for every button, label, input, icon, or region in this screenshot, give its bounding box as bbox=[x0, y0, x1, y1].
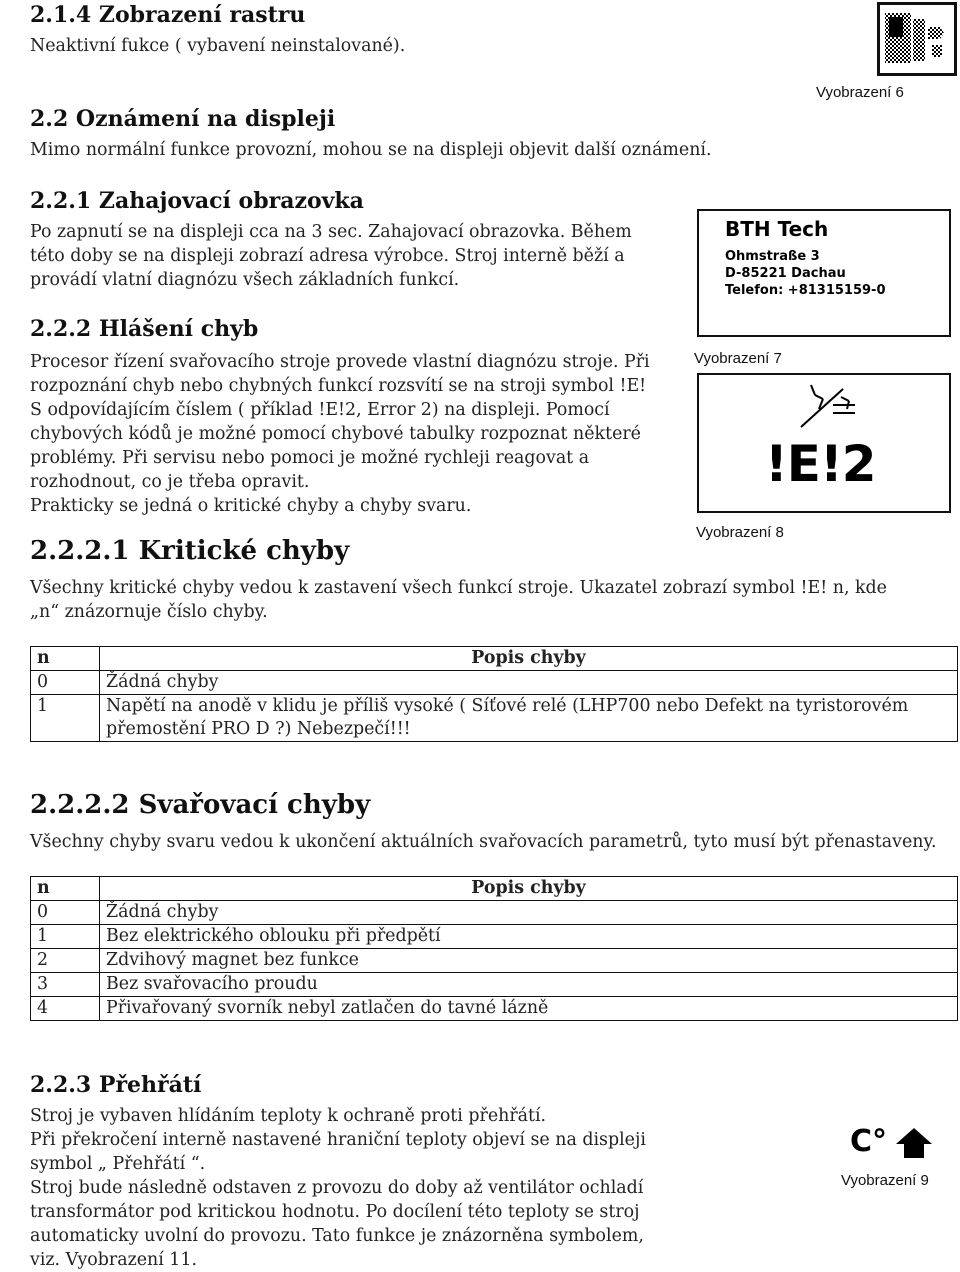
column-header-description: Popis chyby bbox=[100, 647, 958, 671]
text-line: viz. Vyobrazení 11. bbox=[30, 1250, 197, 1270]
table-row bbox=[31, 973, 958, 997]
table-row bbox=[31, 925, 958, 949]
text-line: S odpovídajícím číslem ( příklad !E!2, Error 2) na displeji. Pomocí bbox=[30, 400, 610, 420]
error-screen-display bbox=[697, 373, 951, 513]
text-line: automaticky uvolní do provozu. Tato funkce je znázorněna symbolem, bbox=[30, 1226, 644, 1246]
text-line: této doby se na displeji zobrazí adresa výrobce. Stroj interně běží a bbox=[30, 246, 625, 266]
text-line: „n“ znázornuje číslo chyby. bbox=[30, 602, 268, 622]
error-description-line: Napětí na anodě v klidu je příliš vysoké ( Síťové relé (LHP700 nebo Defekt na tyristorovém bbox=[106, 696, 909, 716]
error-number: 0 bbox=[31, 671, 100, 695]
error-number: 1 bbox=[31, 925, 100, 949]
column-header-description: Popis chyby bbox=[100, 877, 958, 901]
error-description: Žádná chyby bbox=[100, 671, 958, 695]
error-description: Přivařovaný svorník nebyl zatlačen do tavné lázně bbox=[100, 997, 958, 1021]
text-line: Procesor řízení svařovacího stroje provede vlastní diagnózu stroje. Při bbox=[30, 352, 650, 372]
section-title-2-2: 2.2 Oznámení na displeji bbox=[30, 106, 336, 132]
text-line: chybových kódů je možné pomocí chybové tabulky rozpoznat některé bbox=[30, 424, 641, 444]
table-header-row bbox=[31, 647, 958, 671]
text-line: transformátor pod kritickou hodnotu. Po docílení této teploty se stroj bbox=[30, 1202, 640, 1222]
table-row bbox=[31, 949, 958, 973]
company-city: D-85221 Dachau bbox=[725, 266, 846, 281]
section-text-2-2-2 bbox=[30, 350, 664, 518]
text-line: Po zapnutí se na displeji cca na 3 sec. Zahajovací obrazovka. Během bbox=[30, 222, 632, 242]
company-phone: Telefon: +81315159-0 bbox=[725, 283, 886, 298]
text-line: rozpoznání chyb nebo chybných funkcí rozsvítí se na stroji symbol !E! bbox=[30, 376, 647, 396]
text-line: symbol „ Přehřátí “. bbox=[30, 1154, 206, 1174]
text-line: Při překročení interně nastavené hraniční teploty objeví se na displeji bbox=[30, 1130, 646, 1150]
startup-screen-display bbox=[697, 209, 951, 337]
figure-6-caption: Vyobrazení 6 bbox=[816, 84, 904, 101]
column-header-n: n bbox=[31, 647, 100, 671]
section-title-2-2-2: 2.2.2 Hlášení chyb bbox=[30, 316, 259, 342]
section-title-2-2-3: 2.2.3 Přehřátí bbox=[30, 1072, 202, 1098]
overheat-symbol bbox=[850, 1124, 940, 1164]
error-description-line: přemostění PRO D ?) Nebezpečí!!! bbox=[106, 719, 411, 739]
error-number: 2 bbox=[31, 949, 100, 973]
error-description: Zdvihový magnet bez funkce bbox=[100, 949, 958, 973]
temperature-symbol-text: C° bbox=[850, 1124, 888, 1159]
section-text-2-2-2-2: Všechny chyby svaru vedou k ukončení aktuálních svařovacích parametrů, tyto musí být přenastaveny. bbox=[30, 832, 937, 852]
error-number: 1 bbox=[31, 695, 100, 742]
section-text-2-1-4: Neaktivní fukce ( vybavení neinstalované). bbox=[30, 36, 406, 56]
table-header-row bbox=[31, 877, 958, 901]
critical-errors-table bbox=[30, 646, 958, 742]
text-line: problémy. Při servisu nebo pomoci je možné rychleji reagovat a bbox=[30, 448, 590, 468]
figure-9-caption: Vyobrazení 9 bbox=[841, 1172, 929, 1189]
section-text-2-2: Mimo normální funkce provozní, mohou se na displeji objevit další oznámení. bbox=[30, 140, 712, 160]
raster-pattern-icon bbox=[880, 5, 954, 73]
table-row bbox=[31, 997, 958, 1021]
error-description: Bez elektrického oblouku při předpětí bbox=[100, 925, 958, 949]
overheat-arrow-icon bbox=[894, 1126, 934, 1160]
section-title-2-2-2-2: 2.2.2.2 Svařovací chyby bbox=[30, 790, 371, 820]
text-line: Všechny kritické chyby vedou k zastavení všech funkcí stroje. Ukazatel zobrazí symbol !E! n, kde bbox=[30, 578, 887, 598]
error-number: 4 bbox=[31, 997, 100, 1021]
figure-8-caption: Vyobrazení 8 bbox=[696, 524, 784, 541]
table-row bbox=[31, 671, 958, 695]
company-name: BTH Tech bbox=[725, 217, 829, 241]
section-text-2-2-3 bbox=[30, 1104, 664, 1272]
column-header-n: n bbox=[31, 877, 100, 901]
welding-errors-table bbox=[30, 876, 958, 1021]
error-description bbox=[100, 695, 958, 742]
section-title-2-2-1: 2.2.1 Zahajovací obrazovka bbox=[30, 188, 364, 214]
figure-7-caption: Vyobrazení 7 bbox=[694, 350, 782, 367]
table-row bbox=[31, 901, 958, 925]
error-description: Žádná chyby bbox=[100, 901, 958, 925]
section-title-2-2-2-1: 2.2.2.1 Kritické chyby bbox=[30, 536, 350, 566]
section-title-2-1-4: 2.1.4 Zobrazení rastru bbox=[30, 2, 306, 28]
text-line: rozhodnout, co je třeba opravit. bbox=[30, 472, 310, 492]
table-row bbox=[31, 695, 958, 742]
section-text-2-2-2-1 bbox=[30, 576, 960, 624]
text-line: Stroj bude následně odstaven z provozu do doby až ventilátor ochladí bbox=[30, 1178, 644, 1198]
section-text-2-2-1 bbox=[30, 220, 664, 292]
error-description: Bez svařovacího proudu bbox=[100, 973, 958, 997]
text-line: Stroj je vybaven hlídáním teploty k ochraně proti přehřátí. bbox=[30, 1106, 547, 1126]
error-number: 0 bbox=[31, 901, 100, 925]
error-number: 3 bbox=[31, 973, 100, 997]
raster-display-icon bbox=[877, 2, 957, 76]
error-code-display: !E!2 bbox=[765, 435, 876, 493]
company-street: Ohmstraße 3 bbox=[725, 249, 820, 264]
text-line: Prakticky se jedná o kritické chyby a chyby svaru. bbox=[30, 496, 472, 516]
text-line: provádí vlatní diagnózu všech základních funkcí. bbox=[30, 270, 460, 290]
welding-gun-icon bbox=[797, 383, 857, 431]
